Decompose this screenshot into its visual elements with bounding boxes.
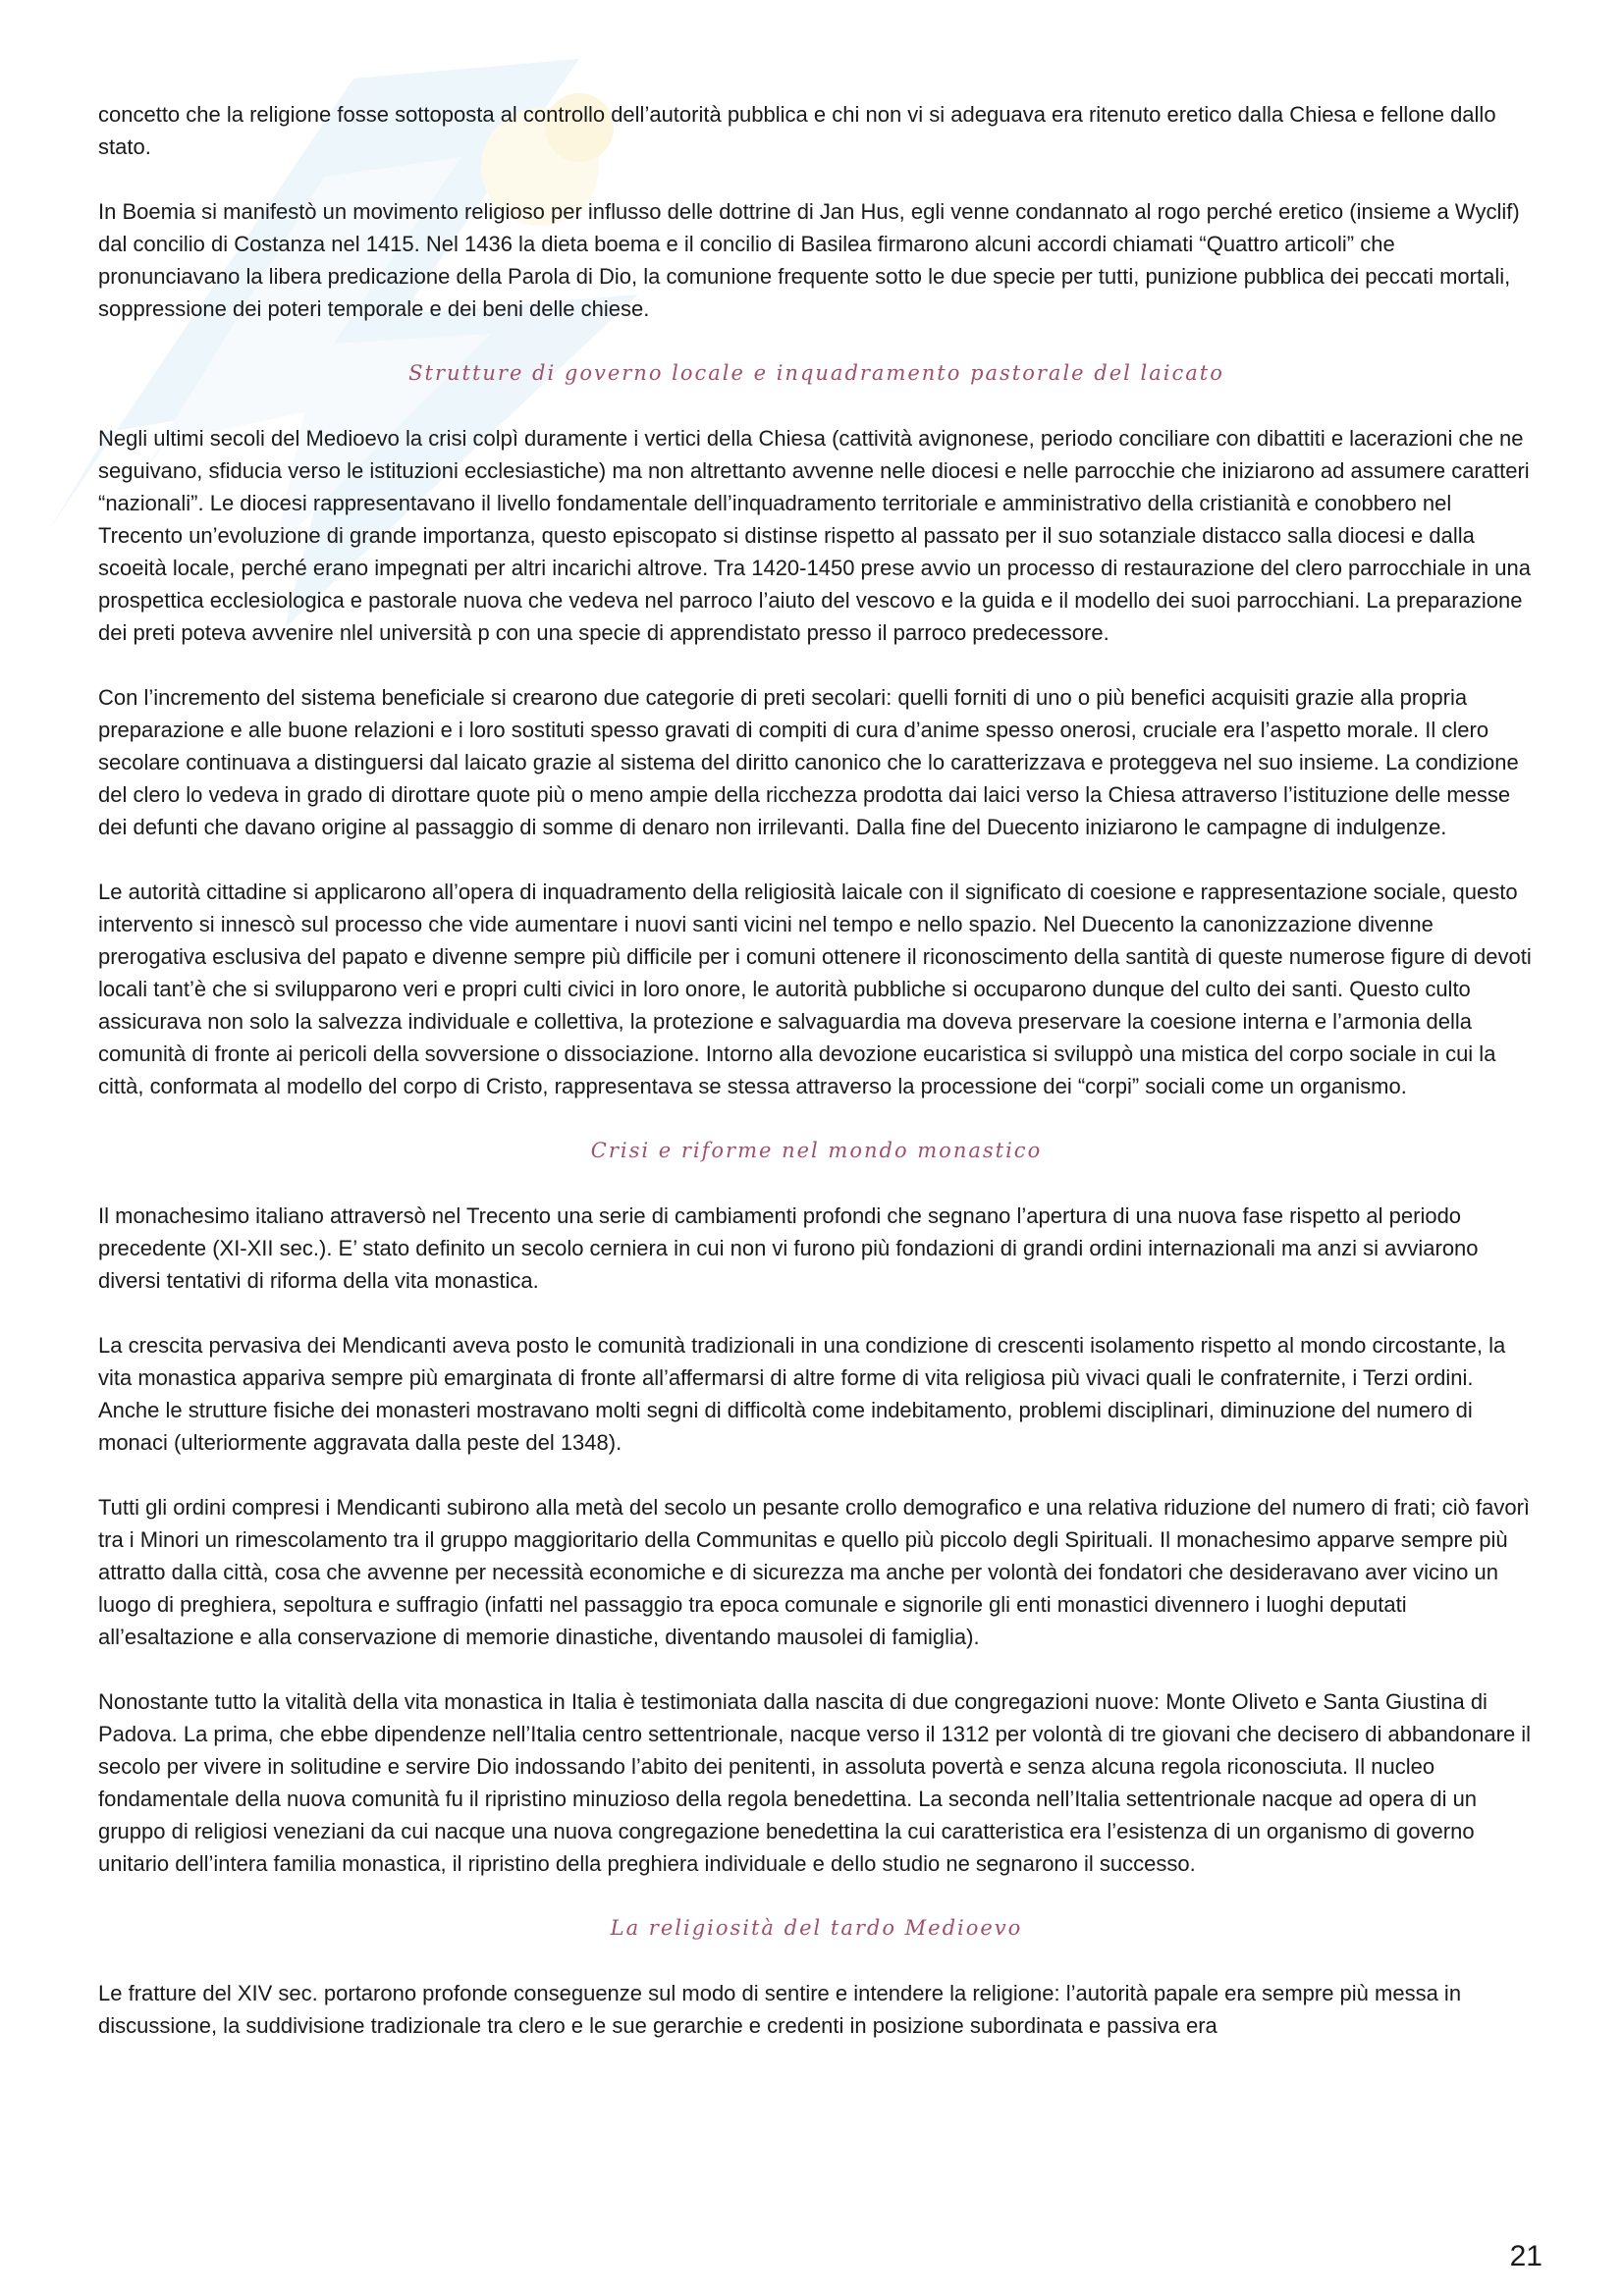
paragraph: La crescita pervasiva dei Mendicanti aveva posto le comunità tradizionali in una condizione di crescenti isolamento rispetto al mondo circostante, la vita monastica appariva sempre più emarginata di fronte all’affermarsi di altre forme di vita religiosa più vivaci quali le confraternite, i Terzi ordini. Anche le strutture fisiche dei monasteri mostravano molti segni di difficoltà come indebitamento, problemi disciplinari, diminuzione del numero di monaci (ulteriormente aggravata dalla peste del 1348). [98,1333,1506,1455]
document-body [98,98,1535,2074]
paragraph: Le fratture del XIV sec. portarono profonde conseguenze sul modo di sentire e intendere la religione: l’autorità papale era sempre più messa in discussione, la suddivisione tradizionale tra clero e le sue gerarchie e credenti in posizione subordinata e passiva era [98,1981,1462,2038]
paragraph: Le autorità cittadine si applicarono all’opera di inquadramento della religiosità laicale con il significato di coesione e rappresentazione sociale, questo intervento si innescò sul processo che vide aumentare i nuovi santi vicini nel tempo e nello spazio. Nel Duecento la canonizzazione divenne prerogativa esclusiva del papato e divenne sempre più difficile per i comuni ottenere il riconoscimento della santità di queste numerose figure di devoti locali tant’è che si svilupparono veri e propri culti civici in loro onore, le autorità pubbliche si occuparono dunque del culto dei santi. Questo culto assicurava non solo la salvezza individuale e collettiva, la protezione e salvaguardia ma doveva preservare la coesione interna e l’armonia della comunità di fronte ai pericoli della sovversione o dissociazione. Intorno alla devozione eucaristica si sviluppò una mistica del corpo sociale in cui la città, conformata al modello del corpo di Cristo, rappresentava se stessa attraverso la processione dei “corpi” sociali come un organismo. [98,880,1532,1098]
paragraph: Nonostante tutto la vitalità della vita monastica in Italia è testimoniata dalla nascita di due congregazioni nuove: Monte Oliveto e Santa Giustina di Padova. La prima, che ebbe dipendenze nell’Italia centro settentrionale, nacque verso il 1312 per volontà di tre giovani che decisero di abbandonare il secolo per vivere in solitudine e servire Dio indossando l’abito dei penitenti, in assoluta povertà e senza alcuna regola riconosciuta. Il nucleo fondamentale della nuova comunità fu il ripristino minuzioso della regola benedettina. La seconda nell’Italia settentrionale nacque ad opera di un gruppo di religiosi veneziani da cui nacque una nuova congregazione benedettina la cui caratteristica era l’esistenza di un organismo di governo unitario dell’intera familia monastica, il ripristino della preghiera individuale e dello studio ne segnarono il successo. [98,1689,1532,1876]
paragraph: Tutti gli ordini compresi i Mendicanti subirono alla metà del secolo un pesante crollo demografico e una relativa riduzione del numero di frati; ciò favorì tra i Minori un rimescolamento tra il gruppo maggioritario della Communitas e quello più piccolo degli Spirituali. Il monachesimo apparve sempre più attratto dalla città, cosa che avvenne per necessità economiche e di sicurezza ma anche per volontà dei fondatori che desideravano aver vicino un luogo di preghiera, sepoltura e suffragio (infatti nel passaggio tra epoca comunale e signorile gli enti monastici divennero i luoghi deputati all’esaltazione e alla conservazione di memorie dinastiche, diventando mausolei di famiglia). [98,1495,1531,1649]
section-heading: Strutture di governo locale e inquadramento pastorale del laicato [408,361,1224,385]
section-heading: Crisi e riforme nel mondo monastico [590,1139,1043,1162]
paragraph: Negli ultimi secoli del Medioevo la crisi colpì duramente i vertici della Chiesa (cattività avignonese, periodo conciliare con dibattiti e lacerazioni che ne seguivano, sfiducia verso le istituzioni ecclesiastiche) ma non altrettanto avvenne nelle diocesi e nelle parrocchie che iniziarono ad assumere caratteri “nazionali”. Le diocesi rappresentavano il livello fondamentale dell’inquadramento territoriale e amministrativo della cristianità e conobbero nel Trecento un’evoluzione di grande importanza, questo episcopato si distinse rispetto al passato per il suo sotanziale distacco salla diocesi e dalla scoeità locale, perché erano impegnati per altri incarichi altrove. Tra 1420-1450 prese avvio un processo di restaurazione del clero parrocchiale in una prospettica ecclesiologica e pastorale nuova che vedeva nel parroco l’aiuto del vescovo e la guida e il modello dei suoi parrocchiani. La preparazione dei preti poteva avvenire nlel università p con una specie di apprendistato presso il parroco predecessore. [98,426,1531,645]
paragraph: Con l’incremento del sistema beneficiale si crearono due categorie di preti secolari: quelli forniti di uno o più benefici acquisiti grazie alla propria preparazione e alle buone relazioni e i loro sostituti spesso gravati di compiti di cura d’anime spesso onerosi, cruciale era l’aspetto morale. Il clero secolare continuava a distinguersi dal laicato grazie al sistema del diritto canonico che lo caratterizzava e proteggeva nel suo insieme. La condizione del clero lo vedeva in grado di dirottare quote più o meno ampie della ricchezza prodotta dai laici verso la Chiesa attraverso l’istituzione delle messe dei defunti che davano origine al passaggio di somme di denaro non irrilevanti. Dalla fine del Duecento iniziarono le campagne di indulgenze. [98,685,1519,839]
paragraph: Il monachesimo italiano attraversò nel Trecento una serie di cambiamenti profondi che segnano l’apertura di una nuova fase rispetto al periodo precedente (XI-XII sec.). E’ stato definito un secolo cerniera in cui non vi furono più fondazioni di grandi ordini internazionali ma anzi si avviarono diversi tentativi di riforma della vita monastica. [98,1203,1479,1293]
section-heading: La religiosità del tardo Medioevo [610,1916,1023,1940]
paragraph: concetto che la religione fosse sottoposta al controllo dell’autorità pubblica e chi non vi si adeguava era ritenuto eretico dalla Chiesa e fellone dallo stato. [98,102,1496,159]
paragraph: In Boemia si manifestò un movimento religioso per influsso delle dottrine di Jan Hus, egli venne condannato al rogo perché eretico (insieme a Wyclif) dal concilio di Costanza nel 1415. Nel 1436 la dieta boema e il concilio di Basilea firmarono alcuni accordi chiamati “Quattro articoli” che pronunciavano la libera predicazione della Parola di Dio, la comunione frequente sotto le due specie per tutti, punizione pubblica dei peccati mortali, soppressione dei poteri temporale e dei beni delle chiese. [98,199,1520,321]
page-number: 21 [1509,2240,1542,2272]
